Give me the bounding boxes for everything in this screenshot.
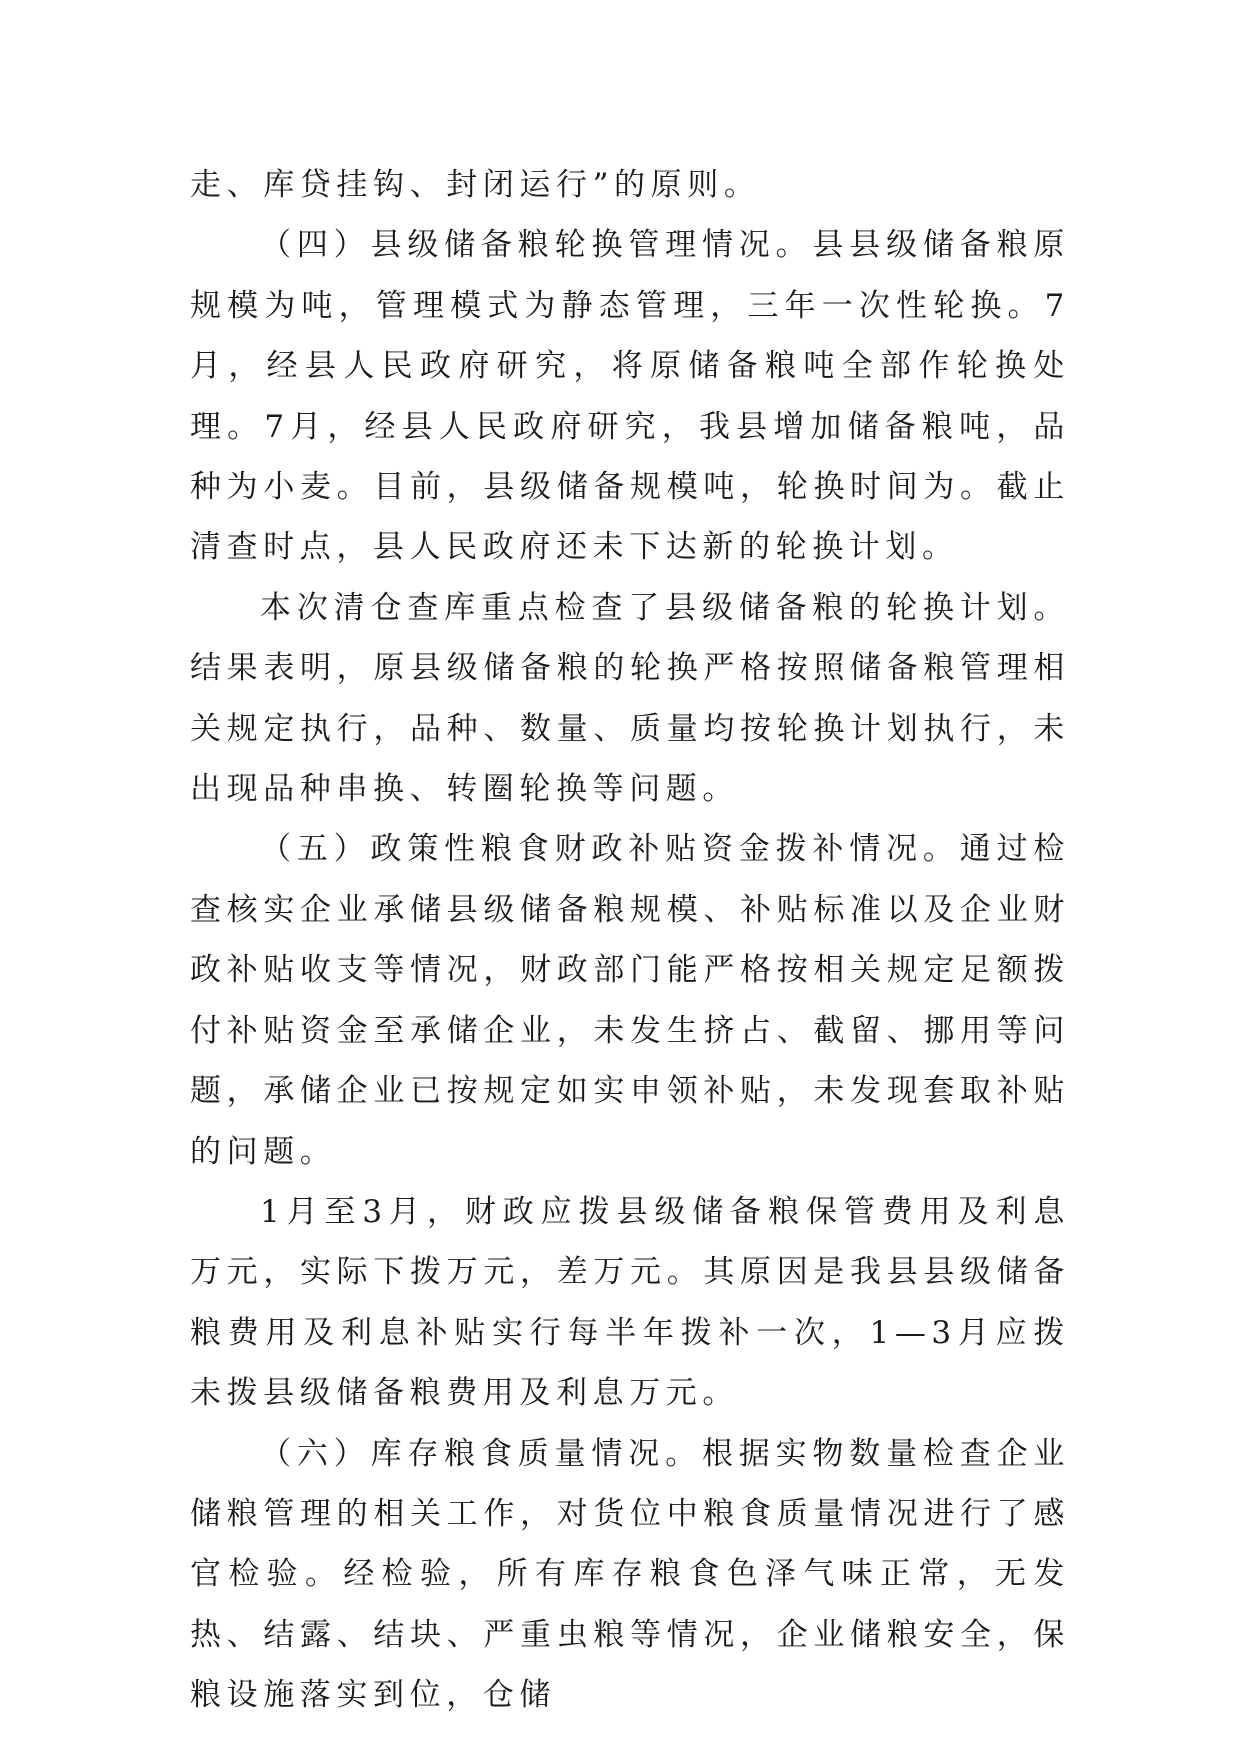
- paragraph-principle-end: 走、库贷挂钩、封闭运行”的原则。: [190, 167, 761, 203]
- paragraph-subsidy-funds: （五）政策性粮食财政补贴资金拨补情况。通过检查核实企业承储县级储备粮规模、补贴标准以及企业财政补贴收支等情况，财政部门能严格按相关规定足额拨付补贴资金至承储企业，未发生挤占、截留、挪用等问题，承储企业已按规定如实申领补贴，未发现套取补贴的问题。: [190, 831, 1070, 1170]
- document-body: [190, 155, 1070, 1726]
- paragraph-inspection-result: 本次清仓查库重点检查了县级储备粮的轮换计划。结果表明，原县级储备粮的轮换严格按照储备粮管理相关规定执行，品种、数量、质量均按轮换计划执行，未出现品种串换、转圈轮换等问题。: [190, 589, 1070, 808]
- paragraph-grain-quality: （六）库存粮食质量情况。根据实物数量检查企业储粮管理的相关工作，对货位中粮食质量情况进行了感官检验。经检验，所有库存粮食色泽气味正常，无发热、结露、结块、严重虫粮等情况，企业储粮安全，保粮设施落实到位，仓储: [190, 1435, 1070, 1714]
- paragraph-storage-fees: 1月至3月，财政应拨县级储备粮保管费用及利息万元，实际下拨万元，差万元。其原因是我县县级储备粮费用及利息补贴实行每半年拨补一次，1—3月应拨未拨县级储备粮费用及利息万元。: [190, 1193, 1070, 1412]
- paragraph-rotation-management: （四）县级储备粮轮换管理情况。县县级储备粮原规模为吨，管理模式为静态管理，三年一次性轮换。7月，经县人民政府研究，将原储备粮吨全部作轮换处理。7月，经县人民政府研究，我县增加储备粮吨，品种为小麦。目前，县级储备规模吨，轮换时间为。截止清查时点，县人民政府还未下达新的轮换计划。: [190, 227, 1070, 566]
